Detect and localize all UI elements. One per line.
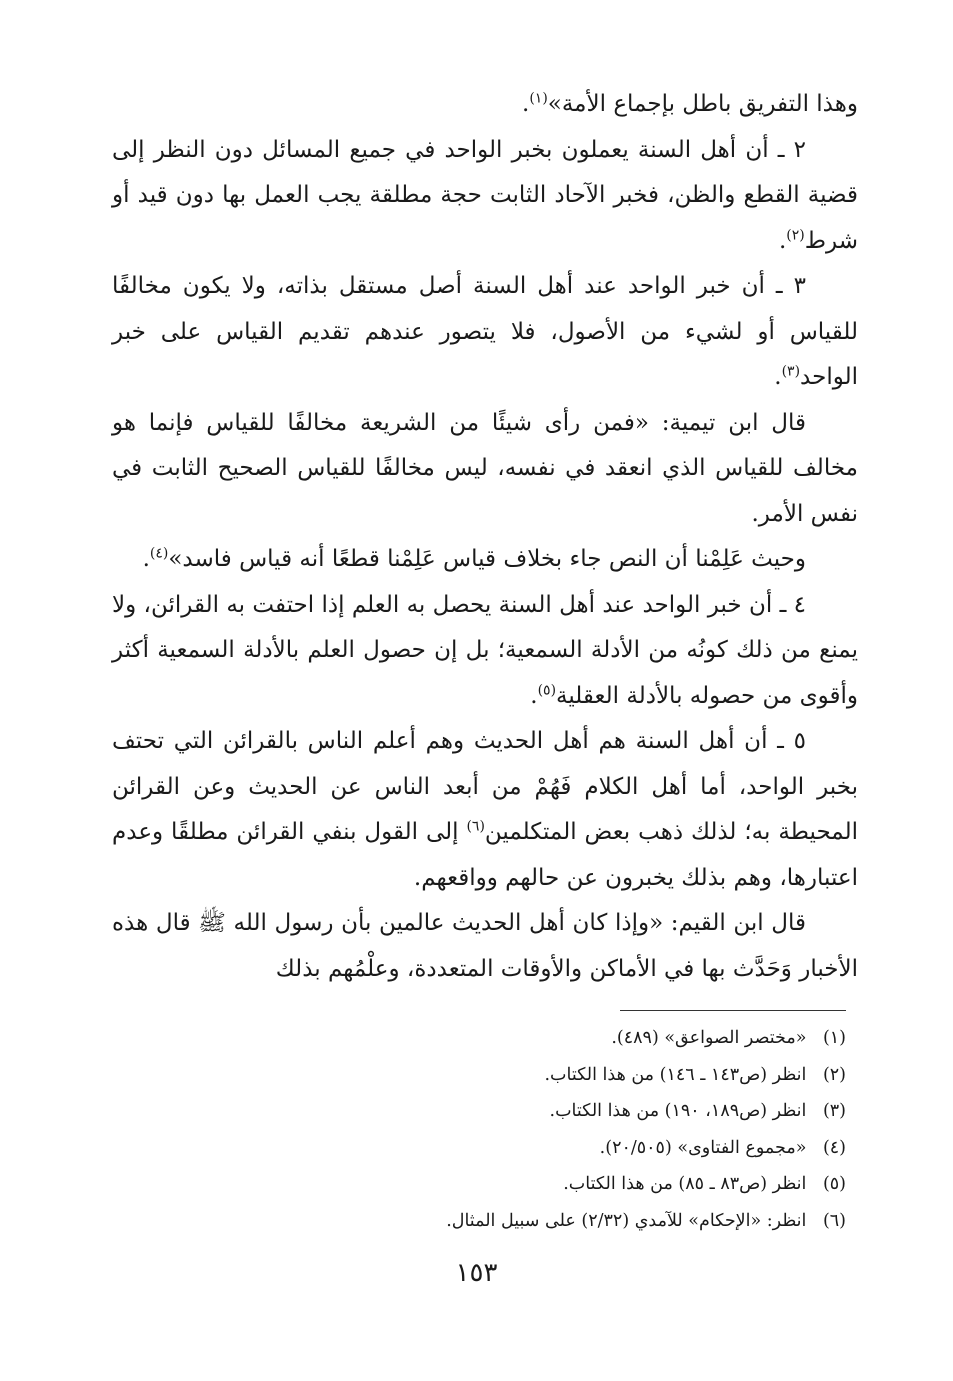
footnote-divider: [620, 1010, 846, 1011]
footnote-number: (٣): [822, 1101, 846, 1122]
main-text: [112, 82, 858, 992]
footnote-number: (١): [822, 1028, 846, 1048]
paragraph: وحيث عَلِمْنا أن النص جاء بخلاف قياس عَلِمْنا قطعًا أنه قياس فاسد»$^{(٤)}$.: [142, 545, 806, 572]
footnote: [112, 1130, 846, 1167]
footnote-number: (٥): [822, 1174, 846, 1195]
footnote-ref: (٦): [466, 818, 485, 835]
footnote-text: «مختصر الصواعق» (٤٨٩).: [611, 1028, 807, 1048]
paragraph: ٤ ـ أن خبر الواحد عند أهل السنة يحصل به العلم إذا احتفت به القرائن، ولا يمنع من ذلك كونُه من الأدلة السمعية؛ بل إن حصول العلم بالأدلة السمعية أكثر وأقوى من حصوله بالأدلة العقلية$^{(٥)}$.: [112, 591, 858, 709]
footnote-number: (٤): [822, 1137, 846, 1158]
footnote-text: «مجموع الفتاوى» (٢٠/٥٠٥).: [599, 1137, 807, 1158]
paragraph: ٣ ـ أن خبر الواحد عند أهل السنة أصل مستقل بذاته، ولا يكون مخالفًا للقياس أو لشيء من الأصول، فلا يتصور عندهم تقديم القياس على خبر الواحد$^{(٣)}$.: [112, 273, 858, 390]
page-number: ١٥٣: [455, 1258, 498, 1288]
footnote-text: انظر: «الإحكام» للآمدي (٢/٣٢) على سبيل المثال.: [446, 1210, 807, 1231]
footnote: [112, 1057, 846, 1094]
footnote-number: (٢): [822, 1064, 846, 1085]
footnote-ref: (١): [529, 90, 548, 107]
footnote-text: انظر (ص١٤٣ ـ ١٤٦) من هذا الكتاب.: [544, 1064, 807, 1085]
footnote: [112, 1166, 846, 1203]
footnote-text: انظر (ص٨٣ ـ ٨٥) من هذا الكتاب.: [563, 1174, 807, 1195]
footnote-text: انظر (ص١٨٩، ١٩٠) من هذا الكتاب.: [549, 1101, 807, 1122]
footnote-ref: (٥): [537, 681, 557, 698]
footnote-ref: (٤): [149, 545, 169, 562]
paragraph: ٥ ـ أن أهل السنة هم أهل الحديث وهم أعلم الناس بالقرائن التي تحتف بخبر الواحد، أما أهل الكلام فَهُمْ من أبعد الناس عن الحديث وعن القرائن المحيطة به؛ لذلك ذهب بعض المتكلمين$^{(٦)}$ إلى القول بنفي القرائن مطلقًا وعدم اعتبارها، وهم بذلك يخبرون عن حالهم وواقعهم.: [112, 728, 858, 891]
paragraph: وهذا التفريق باطل بإجماع الأمة»$^{(١)}$.: [522, 90, 858, 117]
paragraph: ٢ ـ أن أهل السنة يعملون بخبر الواحد في جميع المسائل دون النظر إلى قضية القطع والظن، فخبر الآحاد الثابت حجة مطلقة يجب العمل بها دون قيد أو شرط$^{(٢)}$.: [112, 136, 858, 254]
footnote: [112, 1093, 846, 1130]
footnote: [112, 1020, 846, 1057]
paragraph: قال ابن القيم: «وإذا كان أهل الحديث عالمين بأن رسول الله ﷺ قال هذه الأخبار وَحَدَّث بها في الأماكن والأوقات المتعددة، وعلْمُهم بذلك: [112, 910, 858, 982]
footnote-number: (٦): [822, 1210, 846, 1231]
paragraph: قال ابن تيمية: «فمن رأى شيئًا من الشريعة مخالفًا للقياس فإنما هو مخالف للقياس الذي انعقد في نفسه، ليس مخالفًا للقياس الصحيح الثابت في نفس الأمر.: [112, 409, 858, 527]
footnote-ref: (٣): [781, 363, 801, 380]
footnotes: [112, 1020, 846, 1240]
footnote: [112, 1203, 846, 1240]
footnote-ref: (٢): [786, 226, 805, 243]
